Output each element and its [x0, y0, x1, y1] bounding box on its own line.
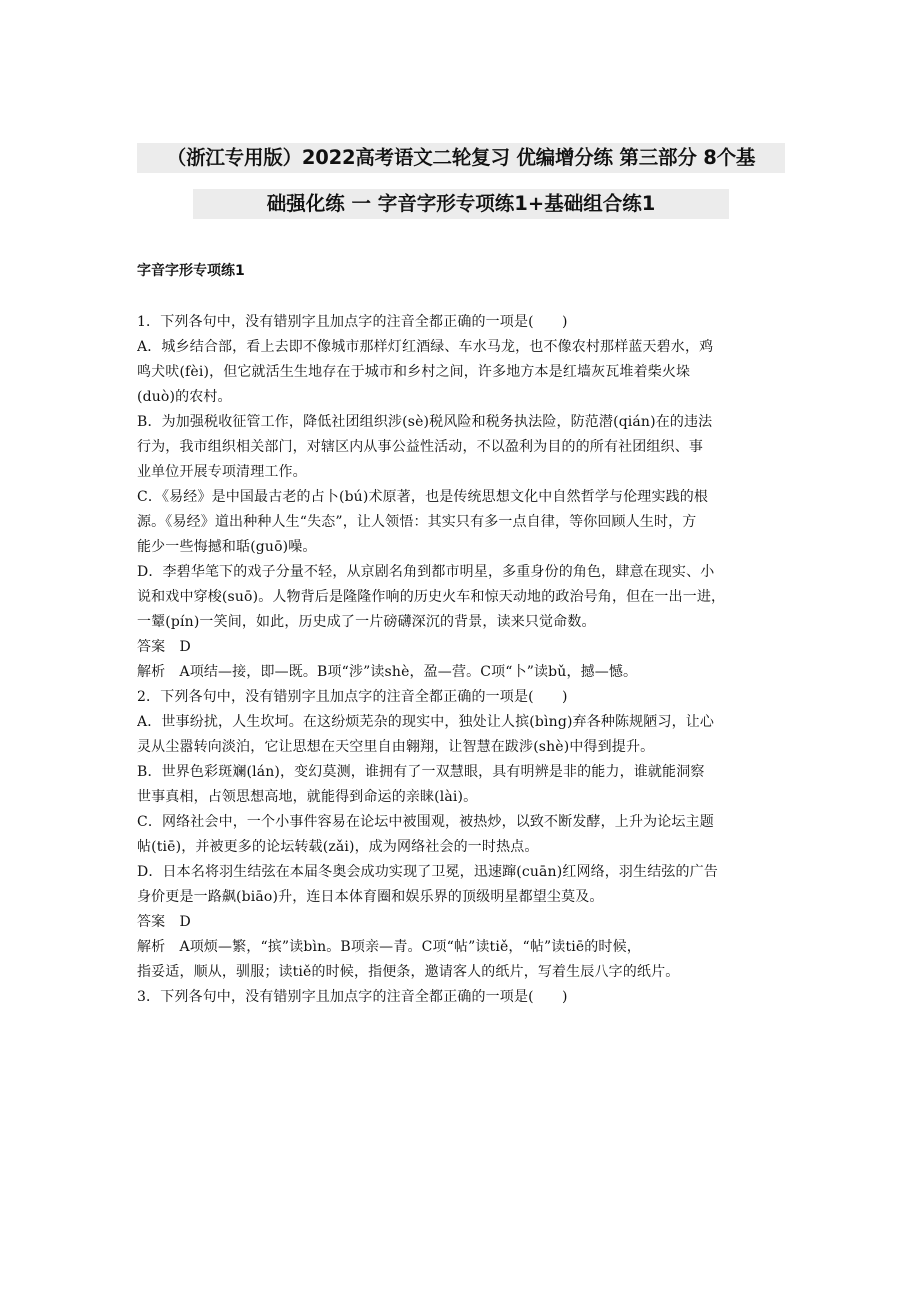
text-line: 解析 A项结—接，即—既。B项“涉”读shè，盈—营。C项“卜”读bǔ，撼—憾。 — [137, 664, 638, 680]
text-line: 一颦(pín)一笑间，如此，历史成了一片磅礴深沉的背景，读来只觉命数。 — [137, 614, 596, 630]
text-line: 世事真相，占领思想高地，就能得到命运的亲睐(lài)。 — [137, 789, 478, 805]
text-line: 1．下列各句中，没有错别字且加点字的注音全都正确的一项是( ) — [137, 314, 568, 330]
text-line: 行为，我市组织相关部门，对辖区内从事公益性活动，不以盈利为目的的所有社团组织、事 — [137, 439, 703, 455]
text-line: 指妥适，顺从，驯服；读tiě的时候，指便条，邀请客人的纸片，写着生辰八字的纸片。 — [137, 964, 680, 980]
text-line: (duò)的农村。 — [137, 389, 232, 405]
title-line-2: 础强化练 一 字音字形专项练1+基础组合练1 — [193, 189, 729, 219]
text-line: B．世界色彩斑斓(lán)，变幻莫测，谁拥有了一双慧眼，具有明辨是非的能力，谁就能洞察 — [137, 764, 705, 780]
text-line: 帖(tiē)，并被更多的论坛转载(zǎi)，成为网络社会的一时热点。 — [137, 839, 539, 855]
body-text — [137, 310, 785, 1010]
text-line: A．城乡结合部，看上去即不像城市那样灯红酒绿、车水马龙，也不像农村那样蓝天碧水，鸡 — [137, 339, 714, 355]
text-line: C．网络社会中，一个小事件容易在论坛中被围观，被热炒，以致不断发酵，上升为论坛主题 — [137, 814, 714, 830]
text-line: D．日本名将羽生结弦在本届冬奥会成功实现了卫冕，迅速蹿(cuān)红网络，羽生结弦的广告 — [137, 864, 718, 880]
text-line: 3．下列各句中，没有错别字且加点字的注音全都正确的一项是( ) — [137, 989, 568, 1005]
text-line: A．世事纷扰，人生坎坷。在这纷烦芜杂的现实中，独处让人摈(bìng)弃各种陈规陋习，让心 — [137, 714, 715, 730]
text-line: 业单位开展专项清理工作。 — [137, 464, 307, 480]
text-line: 解析 A项烦—繁，“摈”读bìn。B项亲—青。C项“帖”读tiě，“帖”读tiē的时候， — [137, 939, 641, 955]
text-line: B．为加强税收征管工作，降低社团组织涉(sè)税风险和税务执法险，防范潜(qián)在的违法 — [137, 414, 713, 430]
text-line: 能少一些悔撼和聒(guō)噪。 — [137, 539, 317, 555]
text-line: 灵从尘嚣转向淡泊，它让思想在天空里自由翱翔，让智慧在跋涉(shè)中得到提升。 — [137, 739, 655, 755]
text-line: 身价更是一路飙(biāo)升，连日本体育圈和娱乐界的顶级明星都望尘莫及。 — [137, 889, 604, 905]
document-title — [137, 143, 785, 219]
text-line: 说和戏中穿梭(suō)。人物背后是隆隆作响的历史火车和惊天动地的政治号角，但在一出一进， — [137, 589, 726, 605]
text-line: 源。《易经》道出种种人生“失态”，让人领悟：其实只有多一点自律，等你回顾人生时，方 — [137, 514, 697, 530]
text-line: 答案 D — [137, 914, 191, 930]
text-line: C．《易经》是中国最古老的占卜(bú)术原著，也是传统思想文化中自然哲学与伦理实践的根 — [137, 489, 709, 505]
text-line: 鸣犬吠(fèi)，但它就活生生地存在于城市和乡村之间，许多地方本是红墙灰瓦堆着柴火垛 — [137, 364, 691, 380]
text-line: 2．下列各句中，没有错别字且加点字的注音全都正确的一项是( ) — [137, 689, 568, 705]
title-line-1: （浙江专用版）2022高考语文二轮复习 优编增分练 第三部分 8个基 — [137, 143, 785, 173]
section-heading: 字音字形专项练1 — [137, 263, 245, 279]
text-line: D．李碧华笔下的戏子分量不轻，从京剧名角到都市明星，多重身份的角色，肆意在现实、小 — [137, 564, 715, 580]
text-line: 答案 D — [137, 639, 191, 655]
